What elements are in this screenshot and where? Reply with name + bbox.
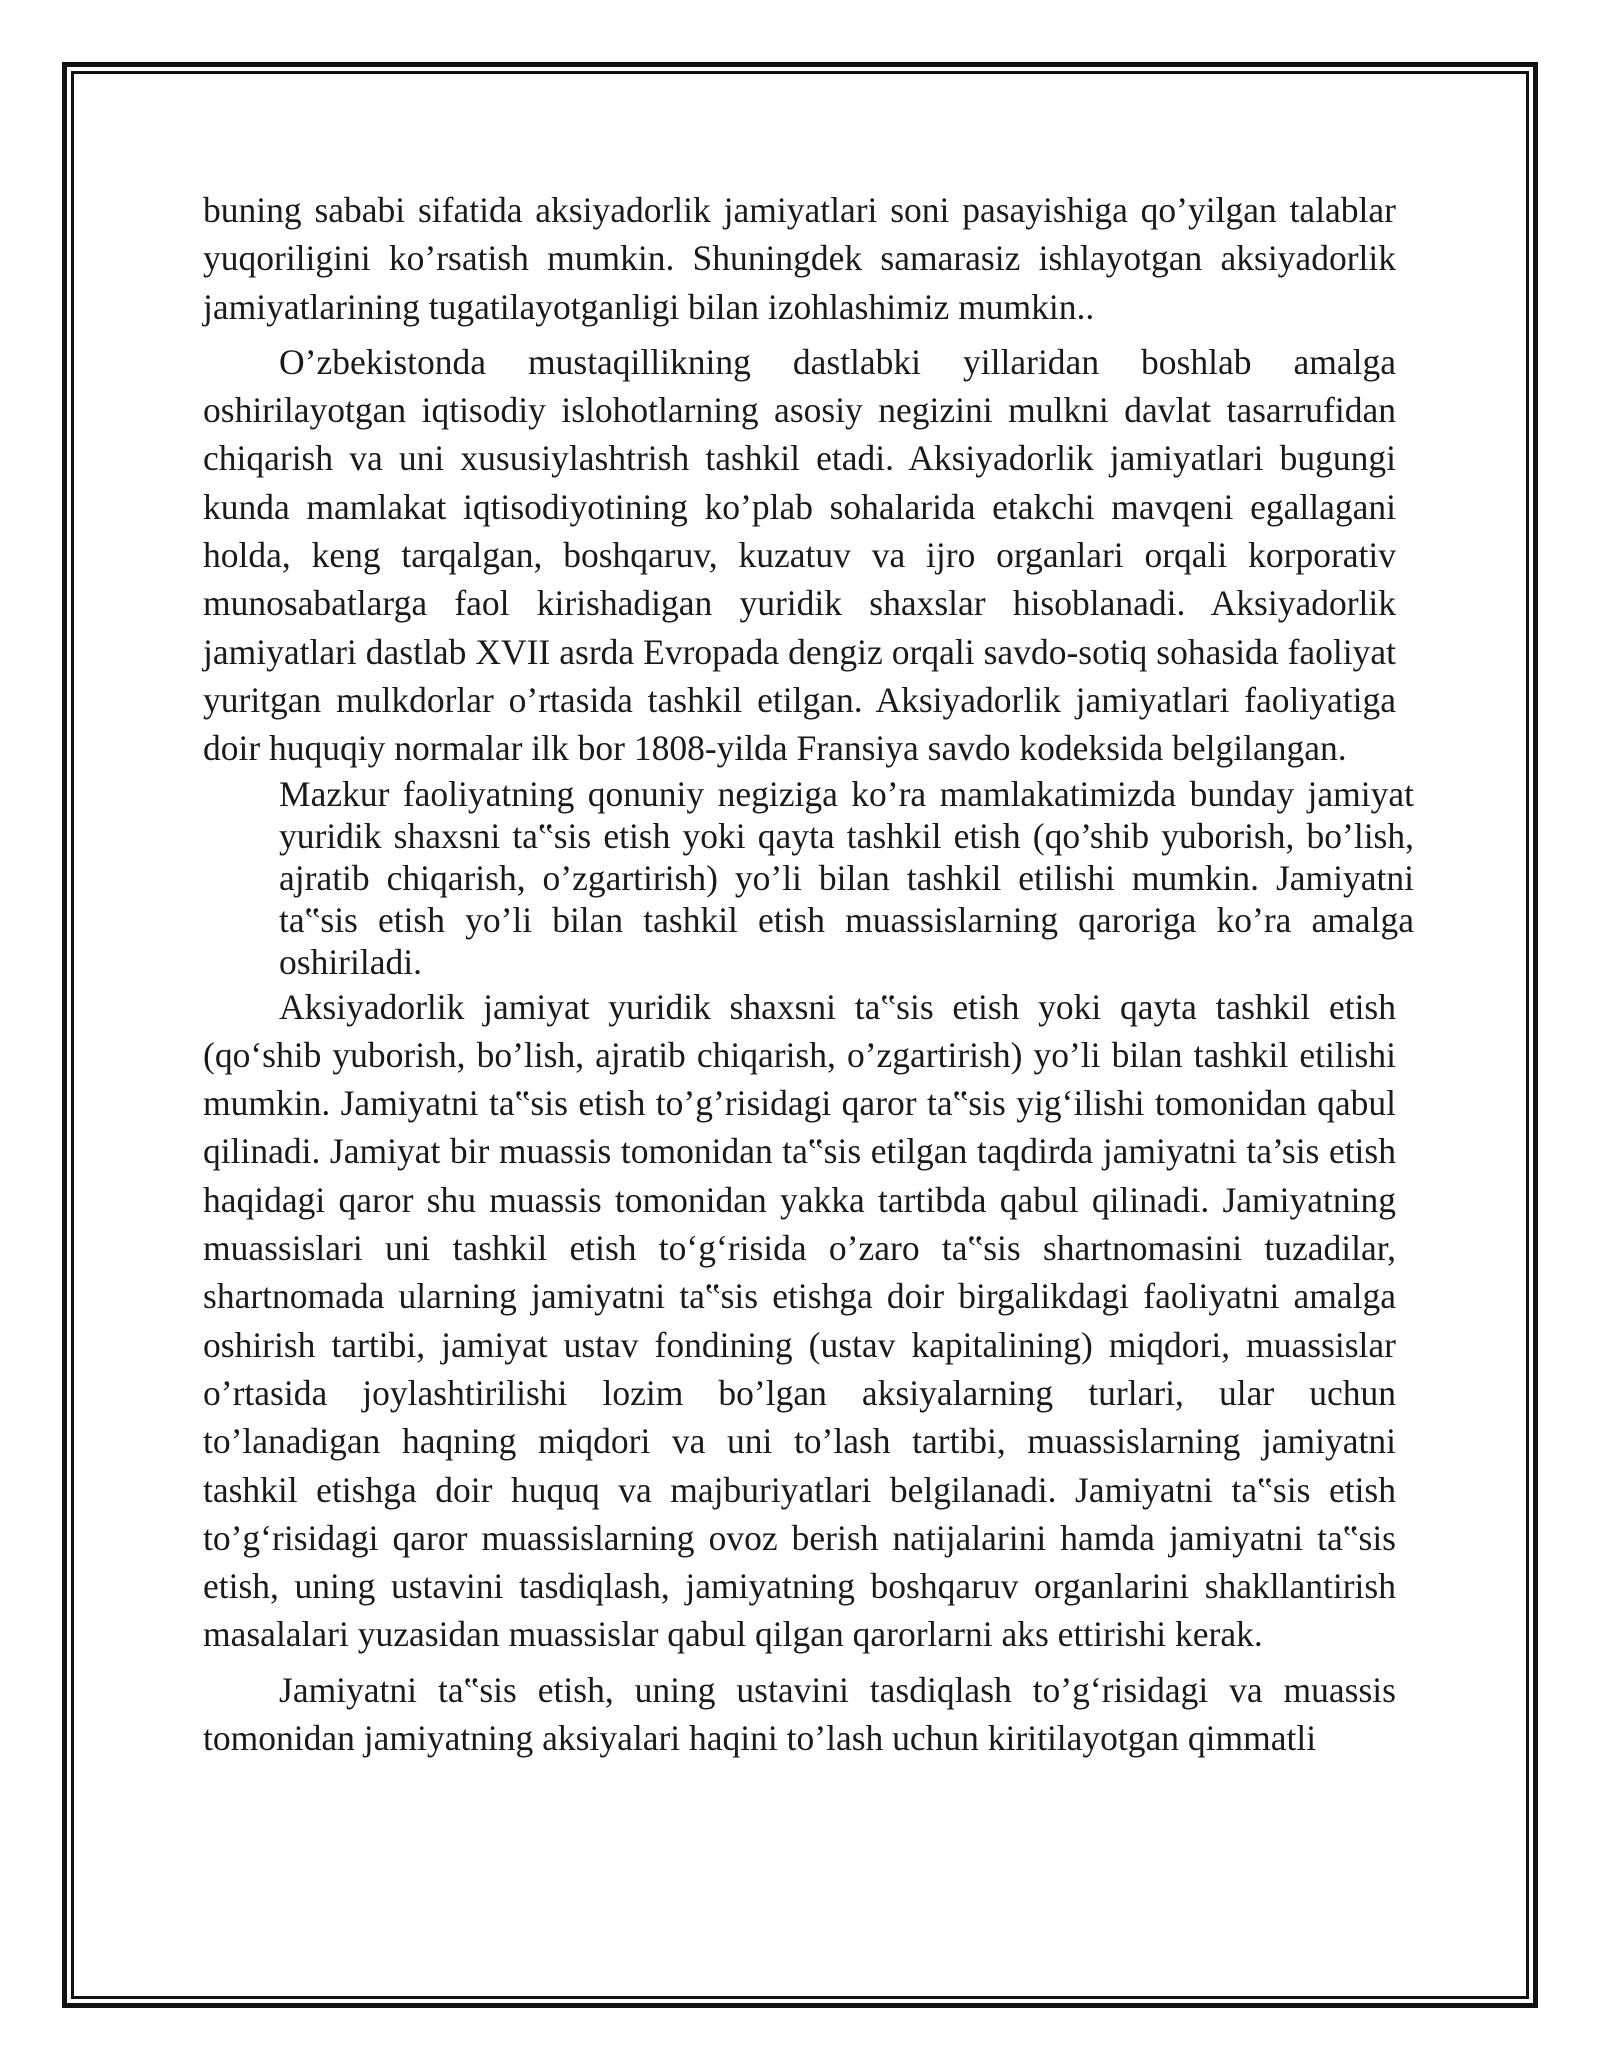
paragraph-continuation: buning sababi sifatida aksiyadorlik jamiyatlari soni pasayishiga qo’yilgan talablar yuqoriligini ko’rsatish mumkin. Shuningdek samarasiz ishlayotgan aksiyadorlik jamiyatlarining tugatilayotganligi bilan izohlashimiz mumkin..: [203, 190, 1396, 327]
paragraph-uzbekistan-reforms: O’zbekistonda mustaqillikning dastlabki yillaridan boshlab amalga oshirilayotgan iqtisodiy islohotlarning asosiy negizini mulkni davlat tasarrufidan chiqarish va uni xususiylashtrish tashkil etadi. Aksiyadorlik jamiyatlari bugungi kunda mamlakat iqtisodiyotining ko’plab sohalarida etakchi mavqeni egallagani holda, keng tarqalgan, boshqaruv, kuzatuv va ijro organlari orqali korporativ munosabatlarga faol kirishadigan yuridik shaxslar hisoblanadi. Aksiyadorlik jamiyatlari dastlab XVII asrda Evropada dengiz orqali savdo-sotiq sohasida faoliyat yuritgan mulkdorlar o’rtasida tashkil etilgan. Aksiyadorlik jamiyatlari faoliyatiga doir huquqiy normalar ilk bor 1808-yilda Fransiya savdo kodeksida belgilangan.: [203, 341, 1396, 769]
paragraph-legal-basis: Mazkur faoliyatning qonuniy negiziga ko’ra mamlakatimizda bunday jamiyat yuridik shaxsni ta‟sis etish yoki qayta tashkil etish (qo’shib yuborish, bo’lish, ajratib chiqarish, o’zgartirish) yo’li bilan tashkil etilishi mumkin. Jamiyatni ta‟sis etish yo’li bilan tashkil etish muassislarning qaroriga ko’ra amalga oshiriladi.: [279, 773, 1414, 982]
document-body: [203, 186, 1414, 1762]
paragraph-charter-approval: Jamiyatni ta‟sis etish, uning ustavini tasdiqlash to’g‘risidagi va muassis tomonidan jamiyatning aksiyalari haqini to’lash uchun kiritilayotgan qimmatli: [203, 1669, 1396, 1759]
paragraph-establishment: Aksiyadorlik jamiyat yuridik shaxsni ta‟sis etish yoki qayta tashkil etish (qo‘shib yuborish, bo’lish, ajratib chiqarish, o’zgartirish) yo’li bilan tashkil etilishi mumkin. Jamiyatni ta‟sis etish to’g’risidagi qaror ta‟sis yig‘ilishi tomonidan qabul qilinadi. Jamiyat bir muassis tomonidan ta‟sis etilgan taqdirda jamiyatni ta’sis etish haqidagi qaror shu muassis tomonidan yakka tartibda qabul qilinadi. Jamiyatning muassislari uni tashkil etish to‘g‘risida o’zaro ta‟sis shartnomasini tuzadilar, shartnomada ularning jamiyatni ta‟sis etishga doir birgalikdagi faoliyatni amalga oshirish tartibi, jamiyat ustav fondining (ustav kapitalining) miqdori, muassislar o’rtasida joylashtirilishi lozim bo’lgan aksiyalarning turlari, ular uchun to’lanadigan haqning miqdori va uni to’lash tartibi, muassislarning jamiyatni tashkil etishga doir huquq va majburiyatlari belgilanadi. Jamiyatni ta‟sis etish to’g‘risidagi qaror muassislarning ovoz berish natijalarini hamda jamiyatni ta‟sis etish, uning ustavini tasdiqlash, jamiyatning boshqaruv organlarini shakllantirish masalalari yuzasidan muassislar qabul qilgan qarorlarni aks ettirishi kerak.: [203, 986, 1396, 1655]
